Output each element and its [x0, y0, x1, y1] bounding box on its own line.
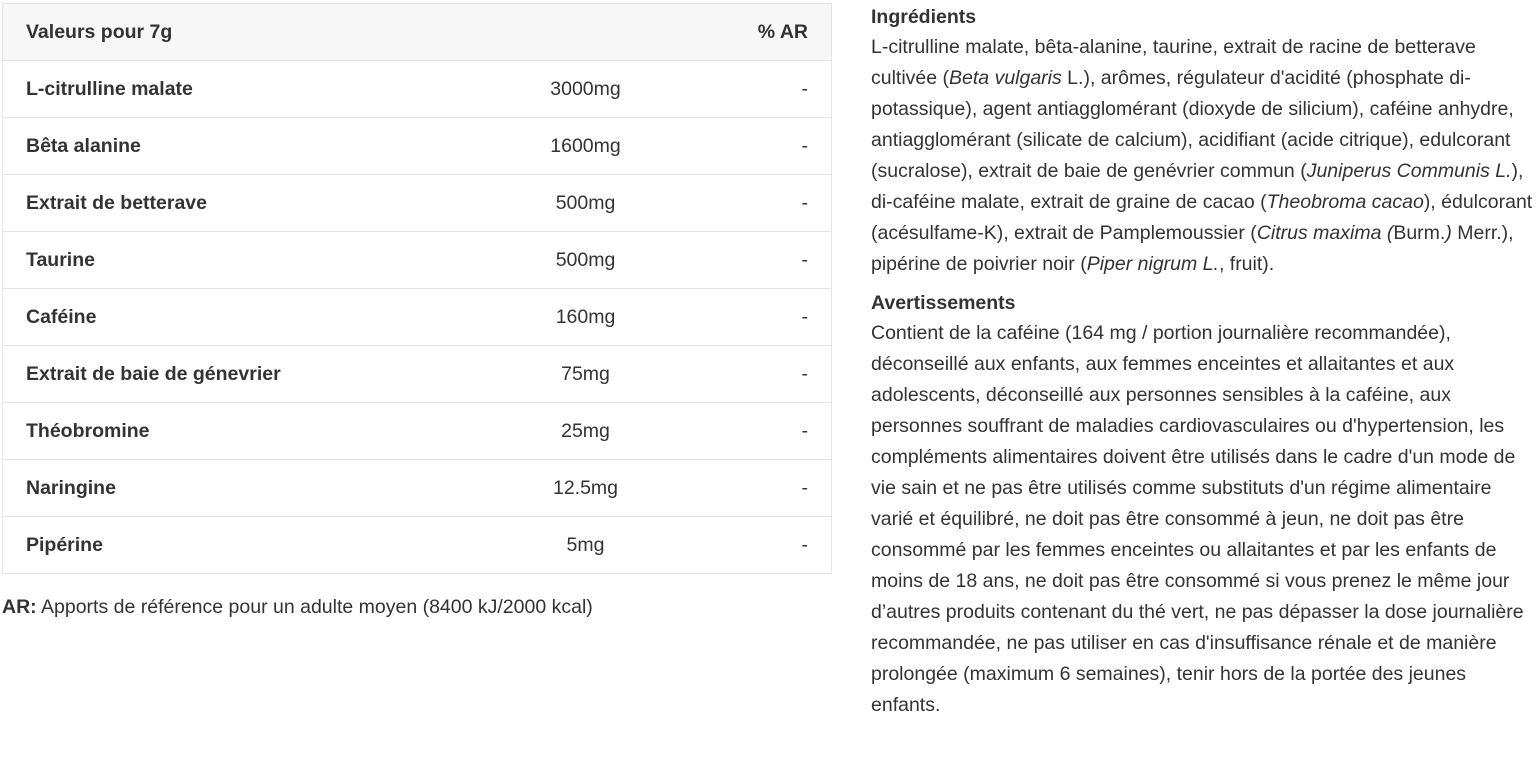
table-row [3, 175, 832, 232]
nutrient-amount: 160mg [463, 289, 709, 346]
nutrient-ar: - [709, 232, 832, 289]
nutrient-name: Extrait de baie de génevrier [3, 346, 463, 403]
ingredient-latin-name: Theobroma cacao [1266, 191, 1424, 213]
table-row [3, 118, 832, 175]
nutrient-amount: 12.5mg [463, 460, 709, 517]
ingredient-latin-name: Juniperus Communis L. [1306, 160, 1512, 182]
nutrition-panel [2, 3, 832, 619]
ingredient-latin-name: Citrus maxima ( [1256, 222, 1394, 244]
nutrient-amount: 75mg [463, 346, 709, 403]
nutrient-ar: - [709, 403, 832, 460]
nutrient-name: L-citrulline malate [3, 61, 463, 118]
nutrient-ar: - [709, 517, 832, 574]
ingredient-text-segment: Burm. [1393, 222, 1446, 244]
nutrient-name: Caféine [3, 289, 463, 346]
warnings-text: Contient de la caféine (164 mg / portion journalière recommandée), déconseillé aux enfants, aux femmes enceintes et allaitantes et aux adolescents, déconseillé aux personnes sensibles à la caféine, aux personnes souffrant de maladies cardiovasculaires ou d'hypertension, les compléments alimentaires doivent être utilisés dans le cadre d'un mode de vie sain et ne pas être utilisés comme substituts d'un régime alimentaire varié et équilibré, ne doit pas être consommé à jeun, ne doit pas être consommé par les femmes enceintes ou allaitantes et par les enfants de moins de 18 ans, ne doit pas être consommé si vous prenez le même jour d’autres produits contenant du thé vert, ne pas dépasser la dose journalière recommandée, ne pas utiliser en cas d'insuffisance rénale et de manière prolongée (maximum 6 semaines), tenir hors de la portée des jeunes enfants. [871, 322, 1524, 716]
ingredient-latin-name: ) [1445, 222, 1452, 244]
nutrient-amount: 500mg [463, 175, 709, 232]
nutrient-name: Pipérine [3, 517, 463, 574]
amount-header [463, 4, 709, 61]
nutrient-ar: - [709, 460, 832, 517]
table-row [3, 403, 832, 460]
nutrient-name: Taurine [3, 232, 463, 289]
nutrient-name: Naringine [3, 460, 463, 517]
warnings-heading: Avertissements [871, 292, 1016, 314]
footnote-label: AR: [2, 596, 37, 618]
nutrition-table-body [3, 61, 832, 574]
ingredient-text-segment: ), di-caféine malate, extrait de graine de cacao ( [871, 160, 1524, 213]
ar-footnote [2, 596, 832, 619]
nutrient-amount: 5mg [463, 517, 709, 574]
table-row [3, 61, 832, 118]
nutrient-amount: 1600mg [463, 118, 709, 175]
nutrient-name: Extrait de betterave [3, 175, 463, 232]
ingredient-latin-name: Piper nigrum L. [1086, 253, 1219, 275]
ingredients-text [871, 32, 1533, 280]
nutrient-ar: - [709, 175, 832, 232]
nutrient-ar: - [709, 61, 832, 118]
ingredient-text-segment: L.), arômes, régulateur d'acidité (phosphate di-potassique), agent antiagglomérant (dioxyde de silicium), caféine anhydre, antiagglomérant (silicate de calcium), acidifiant (acide citrique), edulcorant (sucralose), extrait de baie de genévrier commun ( [871, 67, 1514, 182]
table-row [3, 517, 832, 574]
nutrient-name: Théobromine [3, 403, 463, 460]
table-header-row [3, 4, 832, 61]
nutrient-ar: - [709, 118, 832, 175]
table-row [3, 346, 832, 403]
nutrient-amount: 3000mg [463, 61, 709, 118]
table-row [3, 460, 832, 517]
nutrition-table [2, 3, 832, 574]
serving-header: Valeurs pour 7g [3, 4, 463, 61]
nutrient-ar: - [709, 346, 832, 403]
ar-header: % AR [709, 4, 832, 61]
table-row [3, 289, 832, 346]
nutrient-ar: - [709, 289, 832, 346]
ingredient-text-segment: , fruit). [1218, 253, 1275, 275]
nutrient-amount: 25mg [463, 403, 709, 460]
ingredient-text-segment: ), édulcorant (acésulfame-K), extrait de Pamplemoussier ( [871, 191, 1533, 244]
info-panel [871, 3, 1533, 721]
table-row [3, 232, 832, 289]
nutrient-amount: 500mg [463, 232, 709, 289]
footnote-text: Apports de référence pour un adulte moyen (8400 kJ/2000 kcal) [36, 596, 593, 618]
ingredient-text-segment: L-citrulline malate, bêta-alanine, taurine, extrait de racine de betterave cultivée ( [871, 36, 1476, 89]
ingredients-heading: Ingrédients [871, 6, 977, 28]
ingredient-text-segment: Merr.), pipérine de poivrier noir ( [871, 222, 1514, 275]
ingredient-latin-name: Beta vulgaris [949, 67, 1062, 89]
nutrient-name: Bêta alanine [3, 118, 463, 175]
